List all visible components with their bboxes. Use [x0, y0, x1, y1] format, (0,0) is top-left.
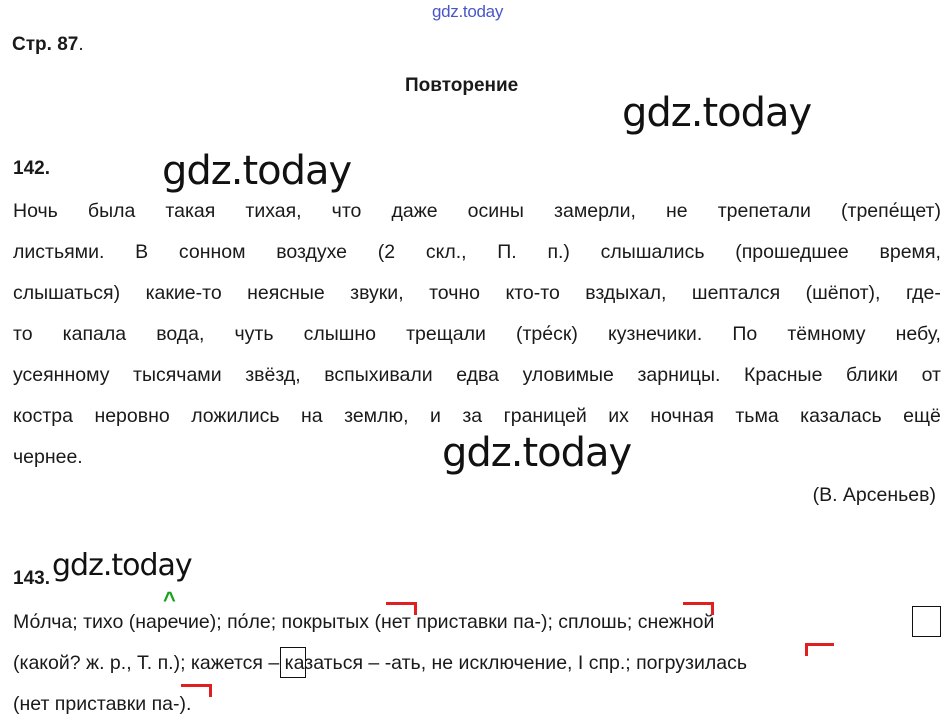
exercise-number-142: 142.	[13, 158, 50, 179]
word: кто-то	[505, 282, 560, 304]
word: была	[87, 200, 136, 222]
word: Красные	[743, 364, 823, 386]
green-caret-mark: ^	[163, 587, 176, 612]
word: сонном	[178, 241, 246, 263]
text-line-7: чернее.	[13, 446, 83, 468]
word: скл.,	[425, 241, 467, 263]
analysis-line-3: (нет приставки па-).	[13, 693, 192, 715]
word: не	[666, 200, 688, 222]
word: время,	[879, 241, 941, 263]
text-line-1	[13, 191, 941, 231]
word: точно	[429, 282, 480, 304]
watermark: gdz.today	[442, 430, 632, 476]
word: капала	[62, 323, 127, 345]
word: тысячами	[133, 364, 222, 386]
red-prefix-mark	[181, 684, 212, 697]
word-marked: воздухе	[276, 241, 348, 263]
word: (2	[377, 241, 396, 263]
word: даже	[391, 200, 438, 222]
word: уловимые	[522, 364, 614, 386]
word: осины	[467, 200, 524, 222]
word: (шёпот),	[805, 282, 881, 304]
word-marked: шептался	[691, 282, 781, 304]
word: на	[301, 405, 323, 427]
red-prefix-mark	[386, 602, 417, 615]
word: неровно	[94, 405, 170, 427]
watermark: gdz.today	[52, 548, 192, 583]
watermark: gdz.today	[162, 148, 352, 194]
word: вода,	[156, 323, 205, 345]
word: В	[135, 241, 149, 263]
page-number	[12, 34, 84, 56]
word: что	[331, 200, 362, 222]
word: то	[13, 323, 33, 345]
word: костра	[13, 405, 73, 427]
word: за	[462, 405, 483, 427]
word: и	[429, 405, 441, 427]
word: звуки,	[350, 282, 404, 304]
word: где-	[905, 282, 941, 304]
page-dot: .	[78, 34, 84, 55]
red-prefix-mark	[805, 643, 834, 656]
author-attribution: (В. Арсеньев)	[812, 484, 936, 506]
word: их	[608, 405, 629, 427]
word: вздыхал,	[585, 282, 667, 304]
word: землю,	[344, 405, 409, 427]
analysis-line-2: (какой? ж. р., Т. п.); кажется – казаться – -ать, не исключение, I спр.; погрузилась	[13, 652, 747, 674]
word: чуть	[234, 323, 274, 345]
page-label: Стр. 87	[12, 34, 79, 55]
text-line-6	[13, 396, 941, 436]
section-title: Повторение	[405, 75, 519, 96]
text-line-4	[13, 314, 941, 354]
suffix-box	[280, 647, 306, 678]
word: зарницы.	[637, 364, 721, 386]
text-line-3	[13, 273, 941, 313]
word: (трепе́щет)	[841, 200, 941, 222]
word: границей	[503, 405, 587, 427]
text-line-2	[13, 232, 941, 272]
word: вспыхивали	[324, 364, 433, 386]
top-watermark: gdz.today	[432, 2, 504, 21]
red-prefix-mark	[683, 602, 714, 615]
word: едва	[456, 364, 499, 386]
word: замерли,	[554, 200, 636, 222]
word: п.)	[547, 241, 570, 263]
word-marked: трепетали	[717, 200, 811, 222]
word: П.	[497, 241, 517, 263]
word: ночная	[650, 405, 714, 427]
word: ложились	[191, 405, 280, 427]
word: (прошедшее	[735, 241, 849, 263]
word: небу,	[895, 323, 941, 345]
word: тьма	[735, 405, 779, 427]
analysis-line-1: Мо́лча; тихо (наречие); по́ле; покрытых (нет приставки па-); сплошь; снежной	[13, 611, 715, 633]
word: казалась	[800, 405, 882, 427]
word: неясные	[247, 282, 325, 304]
word: усеянному	[13, 364, 110, 386]
word-marked: слышались	[600, 241, 705, 263]
word-underlined: слышаться)	[13, 282, 121, 304]
word: кузнечики.	[607, 323, 703, 345]
word: тихая,	[245, 200, 302, 222]
word-marked: ещё	[903, 405, 941, 427]
word-marked: трещали	[406, 323, 486, 345]
word: листьями.	[13, 241, 105, 263]
word: По	[732, 323, 758, 345]
ending-box	[912, 606, 941, 637]
word: звёзд,	[245, 364, 301, 386]
word: такая	[165, 200, 216, 222]
word: от	[921, 364, 941, 386]
word: слышно	[303, 323, 376, 345]
word: какие-то	[145, 282, 222, 304]
word: Ночь	[13, 200, 58, 222]
text-line-5	[13, 355, 941, 395]
word: (тре́ск)	[515, 323, 578, 345]
watermark: gdz.today	[622, 90, 812, 136]
exercise-number-143: 143.	[13, 568, 50, 589]
word: блики	[846, 364, 899, 386]
word: тёмному	[787, 323, 866, 345]
